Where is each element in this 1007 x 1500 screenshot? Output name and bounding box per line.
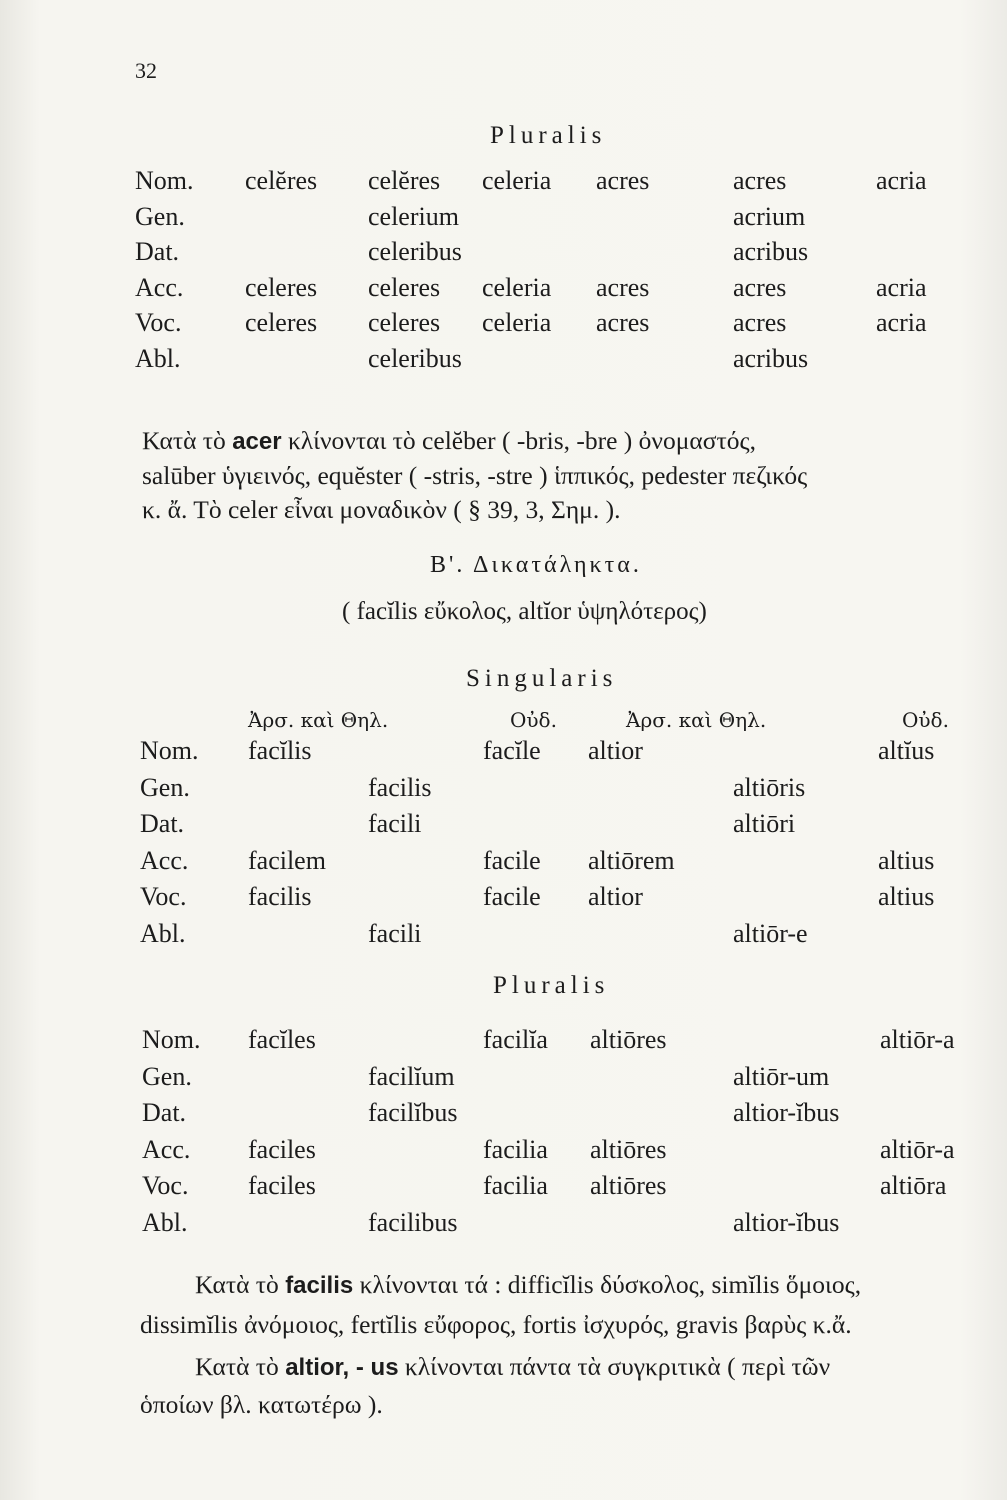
form-cell: altiōr-a	[880, 1134, 955, 1164]
form-cell: facilibus	[368, 1207, 458, 1237]
form-cell: facili	[368, 918, 422, 948]
singularis-heading: Singularis	[466, 665, 618, 692]
form-cell: altius	[878, 882, 935, 911]
form-cell: facilia	[483, 1134, 548, 1164]
case-label: Acc.	[135, 272, 184, 302]
page-number: 32	[135, 58, 157, 83]
case-label: Abl.	[140, 918, 186, 948]
case-label: Dat.	[135, 237, 180, 266]
form-cell: acres	[596, 272, 650, 302]
paragraph-line: Κατὰ τὸ acer κλίνονται τὸ celĕber ( -bris, -bre ) ὀνομαστός,	[142, 426, 756, 455]
form-cell: acres	[733, 166, 787, 195]
form-cell: celeribus	[368, 237, 462, 266]
form-cell: altiōrem	[588, 845, 675, 875]
form-cell: altior	[588, 882, 643, 911]
paragraph-line: salūber ὑγιεινός, equĕster ( -stris, -stre ) ἱππικός, pedester πεζικός	[142, 461, 808, 490]
form-cell: altiōres	[590, 1171, 667, 1200]
form-cell: altiōra	[880, 1171, 947, 1200]
form-cell: altĭus	[878, 736, 935, 765]
case-label: Gen.	[142, 1061, 192, 1091]
case-label: Dat.	[140, 809, 185, 838]
paragraph-line: Κατὰ τὸ facilis κλίνονται τά : difficĭlis δύσκολος, simĭlis ὅμοιος,	[195, 1270, 862, 1299]
pluralis-heading: Pluralis	[493, 972, 610, 999]
case-label: Voc.	[142, 1171, 189, 1200]
form-cell: facilem	[248, 845, 326, 875]
form-cell: facilis	[368, 772, 432, 802]
form-cell: altiōr-a	[880, 1025, 955, 1054]
form-cell: altiōres	[590, 1025, 667, 1054]
paragraph-line: κ. ἄ. Τὸ celer εἶναι μοναδικὸν ( § 39, 3, Σημ. ).	[142, 495, 621, 524]
form-cell: acres	[733, 308, 787, 337]
form-cell: celeria	[482, 308, 552, 337]
form-cell: facĭle	[483, 736, 541, 765]
form-cell: acribus	[733, 343, 809, 373]
form-cell: acres	[733, 272, 787, 302]
paragraph-line: Κατὰ τὸ altior, - us κλίνονται πάντα τὰ συγκριτικὰ ( περὶ τῶν	[195, 1352, 831, 1381]
case-label: Abl.	[142, 1207, 188, 1237]
form-cell: facilĭa	[483, 1025, 548, 1054]
form-cell: facilia	[483, 1171, 548, 1200]
case-label: Abl.	[135, 343, 181, 373]
case-label: Gen.	[135, 201, 185, 231]
form-cell: altior	[588, 736, 643, 765]
case-label: Acc.	[140, 845, 189, 875]
form-cell: altior-ĭbus	[733, 1207, 840, 1237]
case-label: Nom.	[135, 166, 194, 195]
paragraph-acer	[142, 424, 807, 527]
paragraph-line: ὁποίων βλ. κατωτέρω ).	[140, 1390, 383, 1419]
case-label: Dat.	[142, 1098, 187, 1127]
form-cell: acres	[596, 166, 650, 195]
gender-label: Οὐδ.	[510, 708, 557, 732]
gender-label: Ἀρσ. καὶ Θηλ.	[248, 708, 389, 732]
form-cell: facilĭbus	[368, 1098, 458, 1127]
form-cell: altiōr-e	[733, 918, 808, 948]
form-cell: celĕres	[245, 166, 318, 195]
form-cell: celerium	[368, 201, 459, 231]
form-cell: celeres	[368, 308, 441, 337]
form-cell: acria	[876, 308, 927, 337]
paragraph-altior	[195, 1350, 830, 1385]
form-cell: facili	[368, 809, 422, 838]
form-cell: acria	[876, 166, 927, 195]
case-label: Gen.	[140, 772, 190, 802]
case-label: Nom.	[142, 1025, 201, 1054]
form-cell: celĕres	[368, 166, 441, 195]
pluralis-heading: Pluralis	[490, 122, 607, 149]
form-cell: celeria	[482, 166, 552, 195]
section-title: Β'. Δικατάληκτα.	[430, 552, 642, 578]
form-cell: facile	[483, 882, 541, 911]
form-cell: celeres	[245, 308, 318, 337]
case-label: Voc.	[135, 308, 182, 337]
form-cell: facilis	[248, 882, 312, 911]
case-label: Nom.	[140, 736, 199, 765]
form-cell: acria	[876, 272, 927, 302]
form-cell: celeria	[482, 272, 552, 302]
form-cell: facĭlis	[248, 736, 312, 765]
form-cell: faciles	[248, 1171, 316, 1200]
form-cell: facĭles	[248, 1025, 316, 1054]
form-cell: celeres	[245, 272, 318, 302]
case-label: Acc.	[142, 1134, 191, 1164]
form-cell: celeres	[368, 272, 441, 302]
form-cell: acres	[596, 308, 650, 337]
form-cell: acribus	[733, 237, 809, 266]
form-cell: acrium	[733, 201, 806, 231]
form-cell: altiōris	[733, 772, 806, 802]
form-cell: altiōres	[590, 1134, 667, 1164]
case-label: Voc.	[140, 882, 187, 911]
form-cell: altius	[878, 845, 935, 875]
section-note: ( facĭlis εὔκολος, altĭor ὑψηλότερος)	[342, 598, 707, 625]
form-cell: altiōri	[733, 809, 796, 838]
form-cell: faciles	[248, 1134, 316, 1164]
gender-label: Οὐδ.	[902, 708, 949, 732]
form-cell: facile	[483, 845, 541, 875]
form-cell: facilĭum	[368, 1061, 455, 1091]
form-cell: altiōr-um	[733, 1061, 830, 1091]
gender-label: Ἀρσ. καὶ Θηλ.	[626, 708, 767, 732]
form-cell: celeribus	[368, 343, 462, 373]
paragraph-line: dissimĭlis ἀνόμοιος, fertĭlis εὔφορος, fortis ἰσχυρός, gravis βαρὺς κ.ἄ.	[140, 1310, 852, 1339]
form-cell: altior-ĭbus	[733, 1098, 840, 1127]
paragraph-facilis	[195, 1268, 861, 1303]
